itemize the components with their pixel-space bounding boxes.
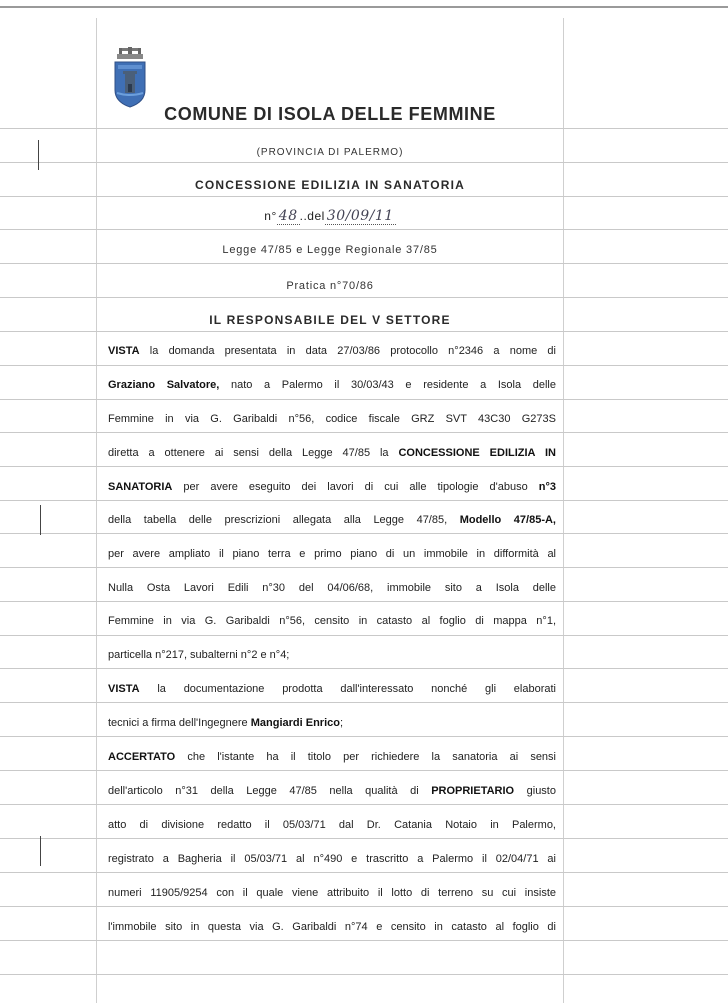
ruled-line	[0, 128, 728, 129]
ruled-line	[0, 500, 728, 501]
body-line-7: per avere ampliato il piano terra e primo piano di un immobile in difformità al	[108, 548, 556, 560]
body-line-9: Femmine in via G. Garibaldi n°56, censito in catasto al foglio di mappa n°1,	[108, 615, 556, 627]
ruled-line	[0, 162, 728, 163]
handwritten-number: 48	[278, 208, 298, 224]
ruled-line	[0, 567, 728, 568]
ruled-line	[0, 331, 728, 332]
margin-pen-mark	[38, 140, 39, 170]
body-line-2: Graziano Salvatore, nato a Palermo il 30/03/43 e residente a Isola delle	[108, 379, 556, 391]
body-line-10: particella n°217, subalterni n°2 e n°4;	[108, 649, 290, 661]
margin-pen-mark	[40, 836, 41, 866]
body-line-4: diretta a ottenere ai sensi della Legge 47/85 la CONCESSIONE EDILIZIA IN	[108, 447, 556, 459]
ruled-line	[0, 940, 728, 941]
ruled-line	[0, 263, 728, 264]
number-prefix: n°	[264, 209, 277, 223]
del-label-text: del	[307, 209, 325, 223]
document-type-heading: CONCESSIONE EDILIZIA IN SANATORIA	[194, 178, 466, 192]
page-title: COMUNE DI ISOLA DELLE FEMMINE	[164, 104, 496, 124]
body-line-8: Nulla Osta Lavori Edili n°30 del 04/06/68, immobile sito a Isola delle	[108, 582, 556, 594]
ruled-line	[0, 365, 728, 366]
handwritten-date: 30/09/11	[326, 208, 394, 224]
body-line-14: dell'articolo n°31 della Legge 47/85 nella qualità di PROPRIETARIO giusto	[108, 785, 556, 797]
body-line-18: l'immobile sito in questa via G. Garibaldi n°74 e censito in catasto al foglio di	[108, 921, 556, 933]
ruled-line	[0, 838, 728, 839]
right-margin-line	[563, 18, 564, 1003]
responsible-heading: IL RESPONSABILE DEL V SETTORE	[209, 313, 451, 327]
body-line-17: numeri 11905/9254 con il quale viene attribuito il lotto di terreno su cui insiste	[108, 887, 556, 899]
ruled-line	[0, 533, 728, 534]
body-line-12: tecnici a firma dell'Ingegnere Mangiardi Enrico;	[108, 717, 344, 729]
del-label: ..	[299, 209, 308, 223]
ruled-line	[0, 432, 728, 433]
body-line-5: SANATORIA per avere eseguito dei lavori di cui alle tipologie d'abuso n°3	[108, 481, 556, 493]
body-line-16: registrato a Bagheria il 05/03/71 al n°490 e trascritto a Palermo il 02/04/71 ai	[108, 853, 556, 865]
ruled-line	[0, 770, 728, 771]
left-margin-line	[96, 18, 97, 1003]
ruled-line	[0, 668, 728, 669]
body-line-1: VISTA la domanda presentata in data 27/03/86 protocollo n°2346 a nome di	[108, 345, 556, 357]
margin-pen-mark	[40, 505, 41, 535]
ruled-line	[0, 399, 728, 400]
ruled-line	[0, 804, 728, 805]
top-border-line	[0, 6, 728, 8]
ruled-line	[0, 466, 728, 467]
ruled-line	[0, 635, 728, 636]
ruled-line	[0, 196, 728, 197]
province-subtitle: (PROVINCIA DI PALERMO)	[256, 147, 404, 158]
ruled-line	[0, 736, 728, 737]
file-number: Pratica n°70/86	[286, 280, 374, 292]
body-line-6: della tabella delle prescrizioni allegata alla Legge 47/85, Modello 47/85-A,	[108, 514, 556, 526]
body-line-11: VISTA la documentazione prodotta dall'interessato nonché gli elaborati	[108, 683, 556, 695]
document-number-line	[96, 208, 564, 224]
ruled-line	[0, 297, 728, 298]
law-reference: Legge 47/85 e Legge Regionale 37/85	[222, 244, 438, 256]
ruled-line	[0, 872, 728, 873]
ruled-line	[0, 974, 728, 975]
body-line-3: Femmine in via G. Garibaldi n°56, codice fiscale GRZ SVT 43C30 G273S	[108, 413, 556, 425]
ruled-line	[0, 702, 728, 703]
ruled-line	[0, 229, 728, 230]
ruled-line	[0, 601, 728, 602]
body-line-13: ACCERTATO che l'istante ha il titolo per richiedere la sanatoria ai sensi	[108, 751, 556, 763]
body-line-15: atto di divisione redatto il 05/03/71 dal Dr. Catania Notaio in Palermo,	[108, 819, 556, 831]
ruled-line	[0, 906, 728, 907]
municipal-crest-icon	[112, 46, 148, 108]
